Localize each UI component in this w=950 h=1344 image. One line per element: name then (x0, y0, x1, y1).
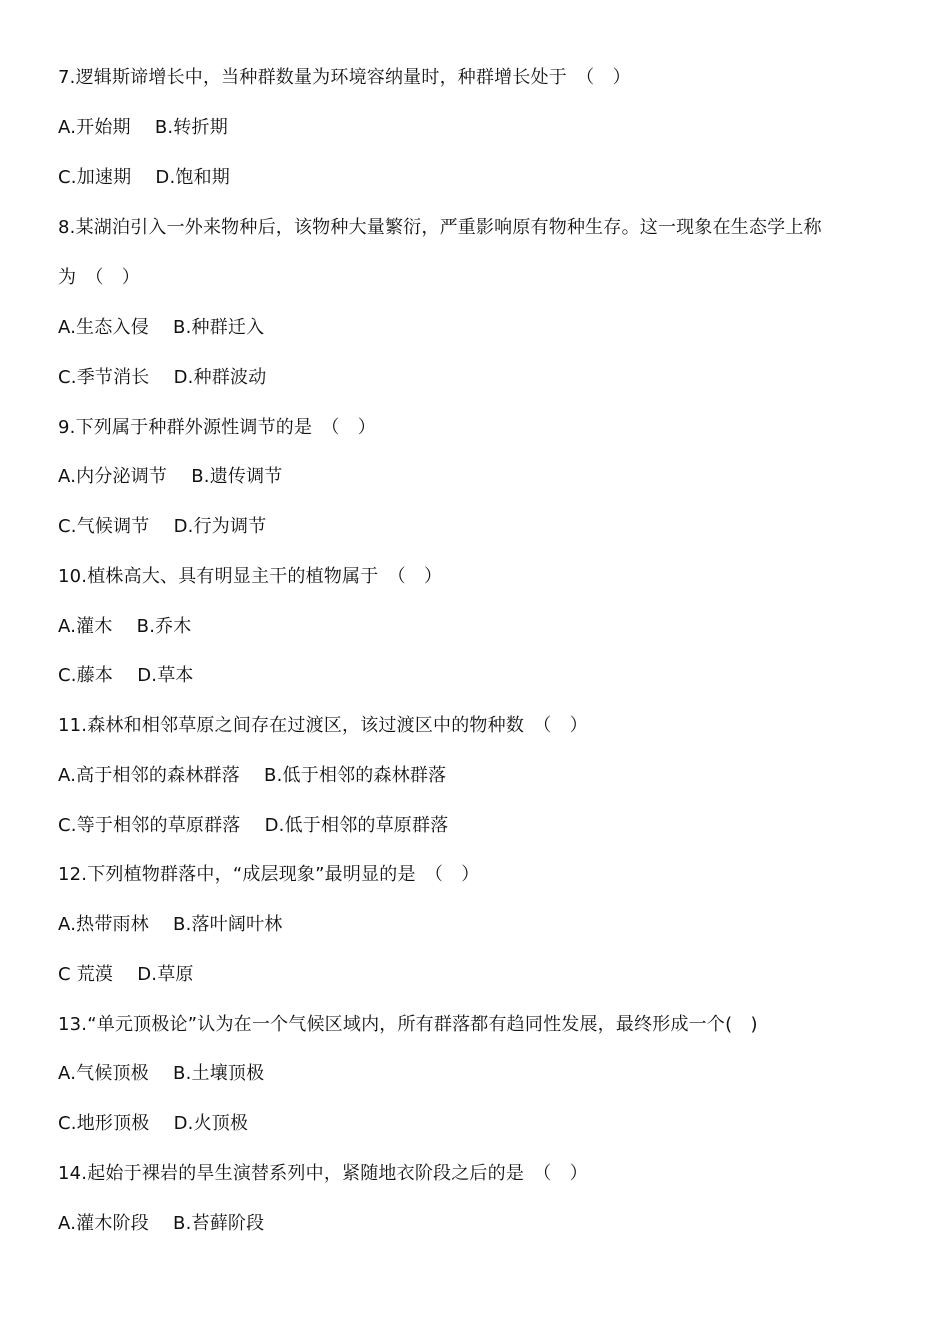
question-7-options-cd: C.加速期 D.饱和期 (58, 167, 230, 188)
question-14-options-ab: A.灌木阶段 B.苔藓阶段 (58, 1213, 265, 1234)
question-12-options-cd: C 荒漠 D.草原 (58, 964, 194, 985)
question-8-stem-continued: 为 （ ） (58, 267, 140, 288)
question-11-stem: 11.森林和相邻草原之间存在过渡区，该过渡区中的物种数 （ ） (58, 715, 588, 736)
question-9-options-ab: A.内分泌调节 B.遗传调节 (58, 466, 283, 487)
question-10-options-cd: C.藤本 D.草本 (58, 665, 194, 686)
question-7-stem: 7.逻辑斯谛增长中，当种群数量为环境容纳量时，种群增长处于 （ ） (58, 67, 631, 88)
question-14-stem: 14.起始于裸岩的旱生演替系列中，紧随地衣阶段之后的是 （ ） (58, 1163, 588, 1184)
question-8-stem: 8.某湖泊引入一外来物种后，该物种大量繁衍，严重影响原有物种生存。这一现象在生态学上称 (58, 217, 822, 238)
question-12-options-ab: A.热带雨林 B.落叶阔叶林 (58, 914, 283, 935)
question-8-options-cd: C.季节消长 D.种群波动 (58, 367, 267, 388)
question-13-options-cd: C.地形顶极 D.火顶极 (58, 1113, 249, 1134)
question-9-options-cd: C.气候调节 D.行为调节 (58, 516, 267, 537)
question-13-stem: 13.“单元顶极论”认为在一个气候区域内，所有群落都有趋同性发展，最终形成一个( ) (58, 1014, 758, 1035)
question-11-options-cd: C.等于相邻的草原群落 D.低于相邻的草原群落 (58, 815, 449, 836)
question-10-options-ab: A.灌木 B.乔木 (58, 616, 192, 637)
question-8-options-ab: A.生态入侵 B.种群迁入 (58, 317, 265, 338)
question-10-stem: 10.植株高大、具有明显主干的植物属于 （ ） (58, 566, 443, 587)
question-9-stem: 9.下列属于种群外源性调节的是 （ ） (58, 417, 376, 438)
question-7-options-ab: A.开始期 B.转折期 (58, 117, 228, 138)
question-11-options-ab: A.高于相邻的森林群落 B.低于相邻的森林群落 (58, 765, 447, 786)
question-12-stem: 12.下列植物群落中，“成层现象”最明显的是 （ ） (58, 864, 480, 885)
question-13-options-ab: A.气候顶极 B.土壤顶极 (58, 1063, 265, 1084)
